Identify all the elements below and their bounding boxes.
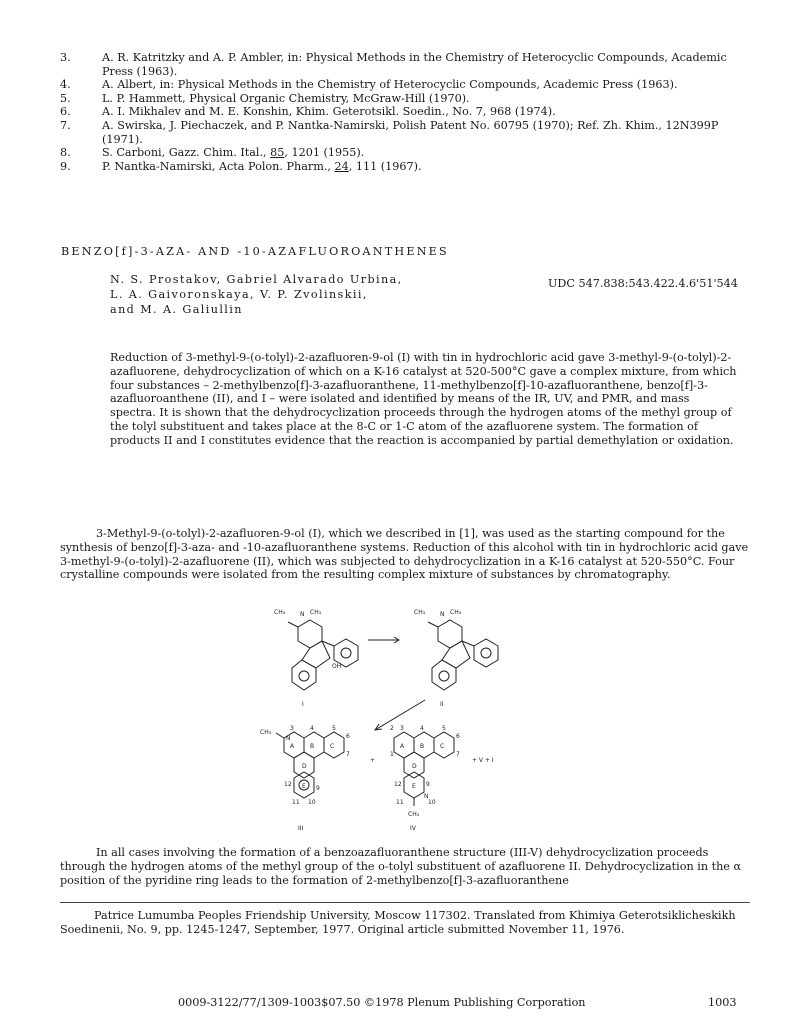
ch3-label: CH₃	[450, 609, 462, 616]
ring-label-E: E	[412, 783, 416, 790]
oh-label: OH	[332, 663, 342, 670]
position-label: 4	[310, 725, 314, 732]
position-label: 1	[390, 751, 394, 758]
ring-label-B: B	[420, 743, 425, 750]
ch3-label: CH₃	[274, 609, 286, 616]
author-list	[110, 272, 403, 317]
reference-item: 5. L. P. Hammett, Physical Organic Chemistry, McGraw-Hill (1970).	[60, 91, 470, 105]
reaction-scheme	[250, 600, 550, 840]
position-label: 6	[346, 733, 350, 740]
position-label: 7	[456, 751, 460, 758]
abstract: Reduction of 3-methyl-9-(o-tolyl)-2-azafluoren-9-ol (I) with tin in hydrochloric acid gave 3-methyl-9-(o-tolyl)-2-azafluorene, dehydrocyclization of which on a K-16 catalyst at 520-500°C gave a complex mixture, from which four substances – 2-methylbenzo[f]-3-azafluoranthene, 11-methylbenzo[f]-10-azafluoranthene, benzo[f]-3-azafluoroanthene (II), and I – were isolated and identified by means of the IR, UV, and PMR, and mass spectra. It is shown that the dehydrocyclization proceeds through the hydrogen atoms of the methyl group of the tolyl substituent and takes place at the 8-C or 1-C atom of the azafluorene system. The formation of products II and I constitutes evidence that the reaction is accompanied by partial demethylation or oxidation.	[110, 351, 737, 447]
n-label: N	[440, 611, 445, 618]
ring-label-E: E	[302, 783, 306, 790]
udc-code: UDC 547.838:543.422.4.6'51'544	[548, 277, 738, 290]
position-label: 11	[292, 799, 300, 806]
author-line: L. A. Gaivoronskaya, V. P. Zvolinskii,	[110, 288, 368, 301]
compound-label-IV: IV	[410, 825, 416, 832]
plus-sign: +	[370, 757, 376, 764]
affiliation-footnote: Patrice Lumumba Peoples Friendship University, Moscow 117302. Translated from Khimiya Geterotsiklicheskikh Soedinenii, No. 9, pp. 1245-1247, September, 1977. Original article submitted November 11, 1976.	[60, 909, 736, 936]
position-label: 9	[426, 781, 430, 788]
position-label: 6	[456, 733, 460, 740]
body-paragraph: In all cases involving the formation of a benzoazafluoranthene structure (III-V) dehydrocyclization proceeds through the hydrogen atoms of the methyl group of the o-tolyl substituent of azafluorene II. Dehydrocyclization in the α position of the pyridine ring leads to the formation of 2-methylbenzo[f]-3-azafluoranthene	[60, 846, 742, 887]
position-label: 5	[442, 725, 446, 732]
compound-I-structure	[288, 620, 358, 690]
ring-label-D: D	[302, 763, 307, 770]
author-line: and M. A. Galiullin	[110, 303, 243, 316]
reaction-scheme-svg	[250, 600, 550, 840]
ring-label-A: A	[400, 743, 405, 750]
reference-item: 8. S. Carboni, Gazz. Chim. Ital., 85, 1201 (1955).	[60, 146, 365, 160]
compound-label-III: III	[298, 825, 304, 832]
ring-label-B: B	[310, 743, 315, 750]
ring-label-C: C	[330, 743, 335, 750]
reference-list	[60, 51, 750, 173]
ch3-label: CH₃	[408, 811, 420, 818]
footnote-divider	[60, 902, 750, 903]
ch3-label: CH₃	[260, 729, 272, 736]
n-label: N	[424, 793, 429, 800]
copyright-line: 0009-3122/77/1309-1003$07.50 ©1978 Plenum Publishing Corporation	[178, 996, 586, 1009]
ring-label-D: D	[412, 763, 417, 770]
ring-label-A: A	[290, 743, 295, 750]
n-label: N	[300, 611, 305, 618]
position-label: 3	[400, 725, 404, 732]
reference-item: 3. A. R. Katritzky and A. P. Ambler, in: Physical Methods in the Chemistry of Heterocyclic Compounds, Academic Press (1963).	[60, 51, 727, 78]
position-label: 10	[308, 799, 316, 806]
n-label: N	[286, 735, 291, 742]
intro-paragraph: 3-Methyl-9-(o-tolyl)-2-azafluoren-9-ol (I), which we described in [1], was used as the starting compound for the synthesis of benzo[f]-3-aza- and -10-azafluoranthene systems. Reduction of this alcohol with tin in hydrochloric acid gave 3-methyl-9-(o-tolyl)-2-azafluorene (II), which was subjected to dehydrocyclization in a K-16 catalyst at 520-550°C. Four crystalline compounds were isolated from the resulting complex mixture of substances by chromatography.	[60, 527, 749, 582]
ch3-label: CH₃	[414, 609, 426, 616]
compound-label-II: II	[440, 701, 444, 708]
compound-label-I: I	[302, 701, 304, 708]
reference-item: 4. A. Albert, in: Physical Methods in the Chemistry of Heterocyclic Compounds, Academic Press (1963).	[60, 78, 678, 92]
reference-item: 7. A. Swirska, J. Piechaczek, and P. Nantka-Namirski, Polish Patent No. 60795 (1970); Ref. Zh. Khim., 12N399P (1971).	[60, 118, 719, 146]
position-label: 4	[420, 725, 424, 732]
plus-v-i: + V + I	[472, 757, 494, 764]
author-line: N. S. Prostakov, Gabriel Alvarado Urbina,	[110, 273, 403, 286]
position-label: 3	[290, 725, 294, 732]
position-label: 12	[394, 781, 402, 788]
reference-item: 6. A. I. Mikhalev and M. E. Konshin, Khim. Geterotsikl. Soedin., No. 7, 968 (1974).	[60, 105, 556, 119]
position-label: 12	[284, 781, 292, 788]
position-label: 10	[428, 799, 436, 806]
position-label: 2	[390, 725, 394, 732]
reference-item: 9. P. Nantka-Namirski, Acta Polon. Pharm., 24, 111 (1967).	[60, 159, 422, 173]
compound-II-structure	[428, 620, 498, 690]
position-label: 9	[316, 785, 320, 792]
position-label: 7	[346, 751, 350, 758]
ring-label-C: C	[440, 743, 445, 750]
ch3-label: CH₃	[310, 609, 322, 616]
position-label: 11	[396, 799, 404, 806]
position-label: 5	[332, 725, 336, 732]
article-title: BENZO[f]-3-AZA- AND -10-AZAFLUOROANTHENES	[61, 245, 449, 258]
page-number: 1003	[708, 996, 737, 1009]
